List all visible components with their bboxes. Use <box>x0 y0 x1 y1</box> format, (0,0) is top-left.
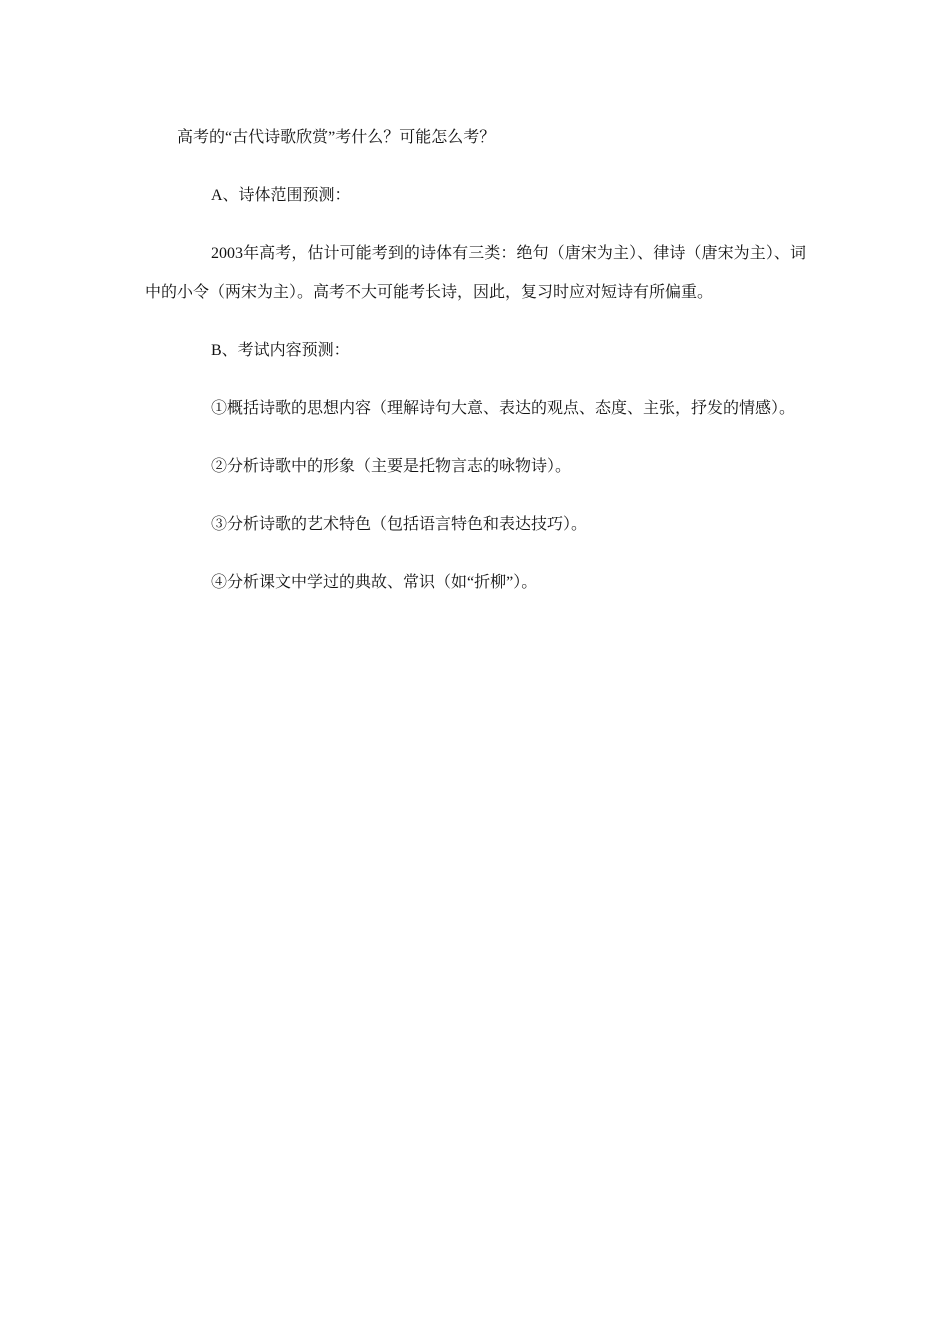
document-body <box>145 118 806 621</box>
paragraph-poetry-types: 2003年高考，估计可能考到的诗体有三类：绝句（唐宋为主）、律诗（唐宋为主）、词中的小令（两宋为主）。高考不大可能考长诗，因此，复习时应对短诗有所偏重。 <box>145 245 806 301</box>
list-item-1: ①概括诗歌的思想内容（理解诗句大意、表达的观点、态度、主张，抒发的情感）。 <box>211 400 796 417</box>
document-title: 高考的“古代诗歌欣赏”考什么？可能怎么考？ <box>177 129 496 146</box>
section-heading-b: B、考试内容预测： <box>211 342 350 359</box>
list-item-4: ④分析课文中学过的典故、常识（如“折柳”）。 <box>211 574 538 591</box>
list-item-2: ②分析诗歌中的形象（主要是托物言志的咏物诗）。 <box>211 458 572 475</box>
section-heading-a: A、诗体范围预测： <box>211 187 351 204</box>
list-item-3: ③分析诗歌的艺术特色（包括语言特色和表达技巧）。 <box>211 516 588 533</box>
